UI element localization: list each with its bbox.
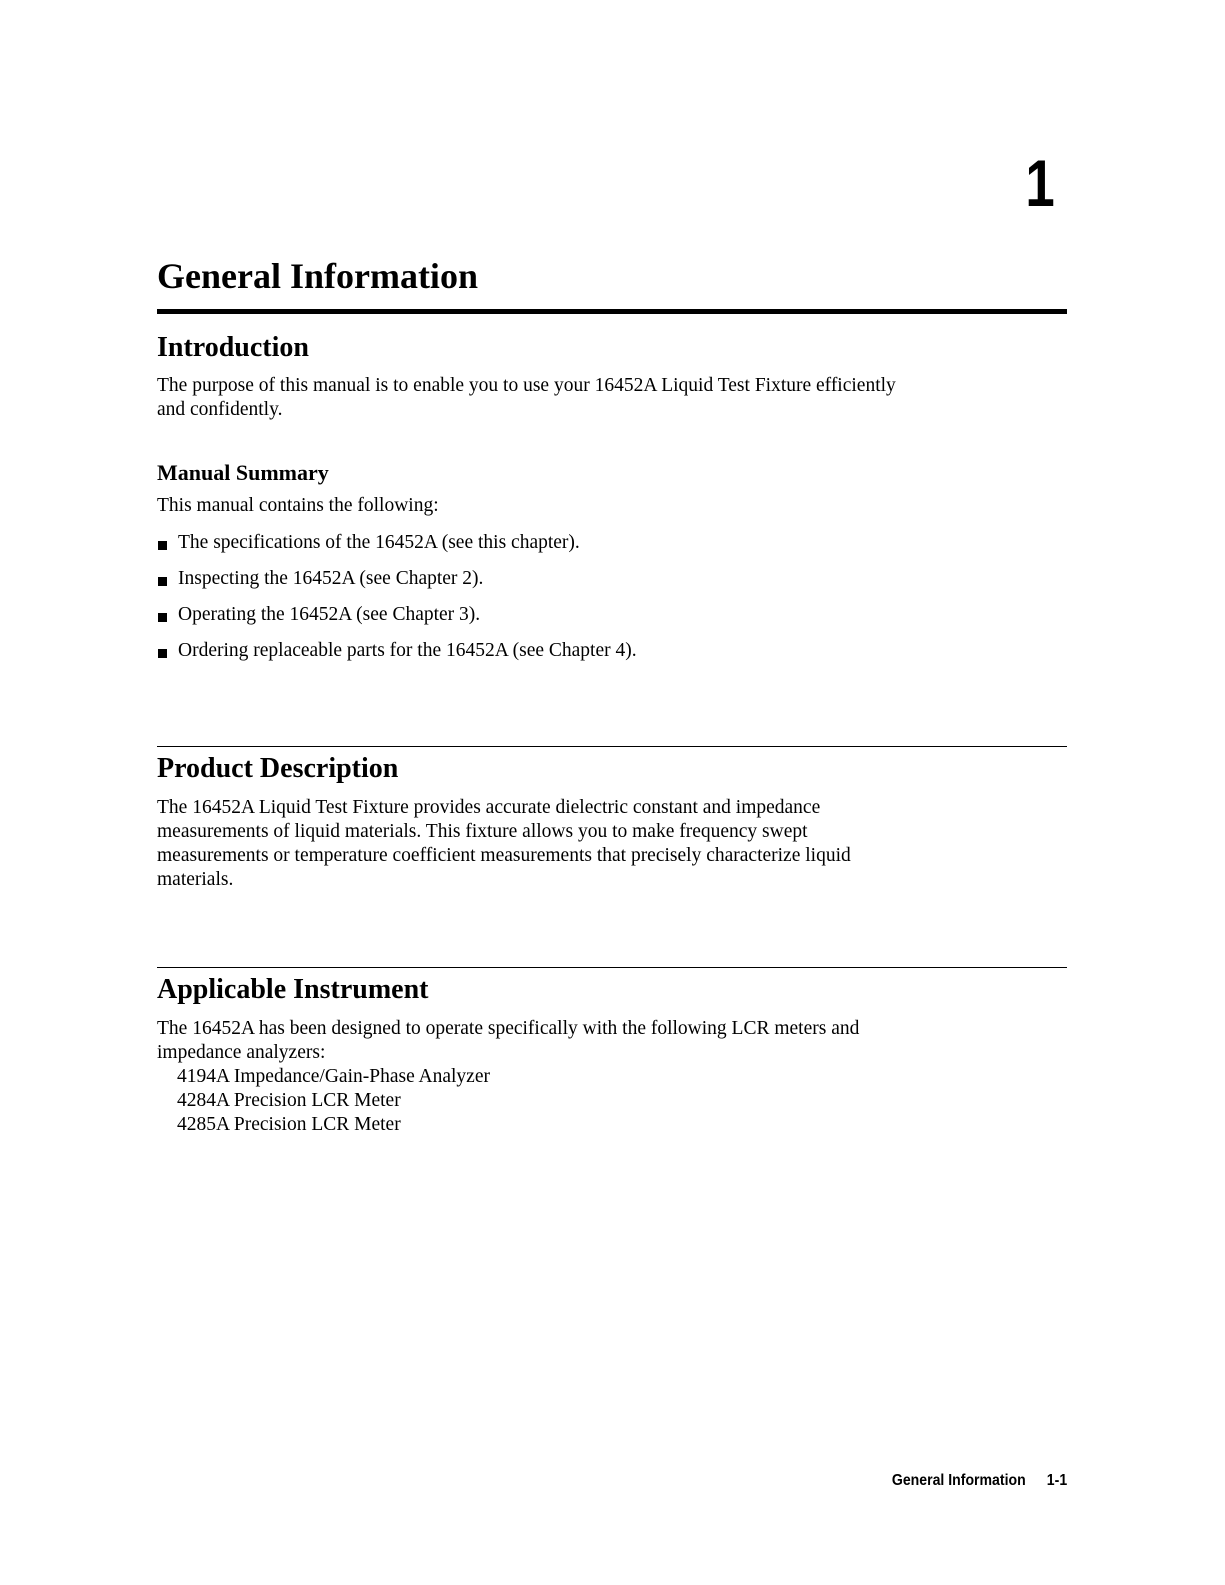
list-item-text: The specifications of the 16452A (see this chapter). xyxy=(178,532,580,553)
chapter-number: 1 xyxy=(1025,146,1055,220)
page-footer xyxy=(892,1473,1067,1489)
instrument-item: 4285A Precision LCR Meter xyxy=(177,1114,401,1135)
list-item xyxy=(157,603,637,627)
manual-summary-heading: Manual Summary xyxy=(157,460,329,485)
list-item-text: Operating the 16452A (see Chapter 3). xyxy=(178,604,481,625)
product-description-line-3: measurements or temperature coefficient measurements that precisely characterize liquid xyxy=(157,845,851,866)
footer-section-title: General Information xyxy=(891,1472,1026,1489)
product-description-line-1: The 16452A Liquid Test Fixture provides accurate dielectric constant and impedance xyxy=(157,797,821,818)
bullet-square-icon xyxy=(158,649,167,658)
instrument-list xyxy=(177,1065,490,1137)
section-rule xyxy=(157,746,1067,747)
chapter-title: General Information xyxy=(157,256,478,296)
section-rule xyxy=(157,967,1067,968)
applicable-instrument-line-1: The 16452A has been designed to operate specifically with the following LCR meters and xyxy=(157,1018,860,1039)
manual-summary-intro: This manual contains the following: xyxy=(157,495,439,516)
product-description-heading: Product Description xyxy=(157,753,399,784)
bullet-square-icon xyxy=(158,577,167,586)
list-item-text: Inspecting the 16452A (see Chapter 2). xyxy=(178,568,484,589)
product-description-text xyxy=(157,796,851,892)
introduction-heading: Introduction xyxy=(157,332,309,363)
list-item-text: Ordering replaceable parts for the 16452A (see Chapter 4). xyxy=(178,640,637,661)
instrument-item: 4194A Impedance/Gain-Phase Analyzer xyxy=(177,1066,490,1087)
introduction-text xyxy=(157,374,896,422)
instrument-item: 4284A Precision LCR Meter xyxy=(177,1090,401,1111)
bullet-square-icon xyxy=(158,541,167,550)
product-description-line-2: measurements of liquid materials. This fixture allows you to make frequency swept xyxy=(157,821,808,842)
list-item xyxy=(157,567,637,591)
introduction-line-2: and confidently. xyxy=(157,399,283,420)
bullet-square-icon xyxy=(158,613,167,622)
applicable-instrument-heading: Applicable Instrument xyxy=(157,974,429,1005)
manual-summary-list xyxy=(157,531,637,675)
list-item xyxy=(157,531,637,555)
applicable-instrument-text xyxy=(157,1017,859,1065)
footer-page-number: 1-1 xyxy=(1046,1472,1067,1489)
title-rule xyxy=(157,309,1067,314)
introduction-line-1: The purpose of this manual is to enable you to use your 16452A Liquid Test Fixture efficiently xyxy=(157,375,896,396)
applicable-instrument-line-2: impedance analyzers: xyxy=(157,1042,326,1063)
list-item xyxy=(157,639,637,663)
product-description-line-4: materials. xyxy=(157,869,234,890)
